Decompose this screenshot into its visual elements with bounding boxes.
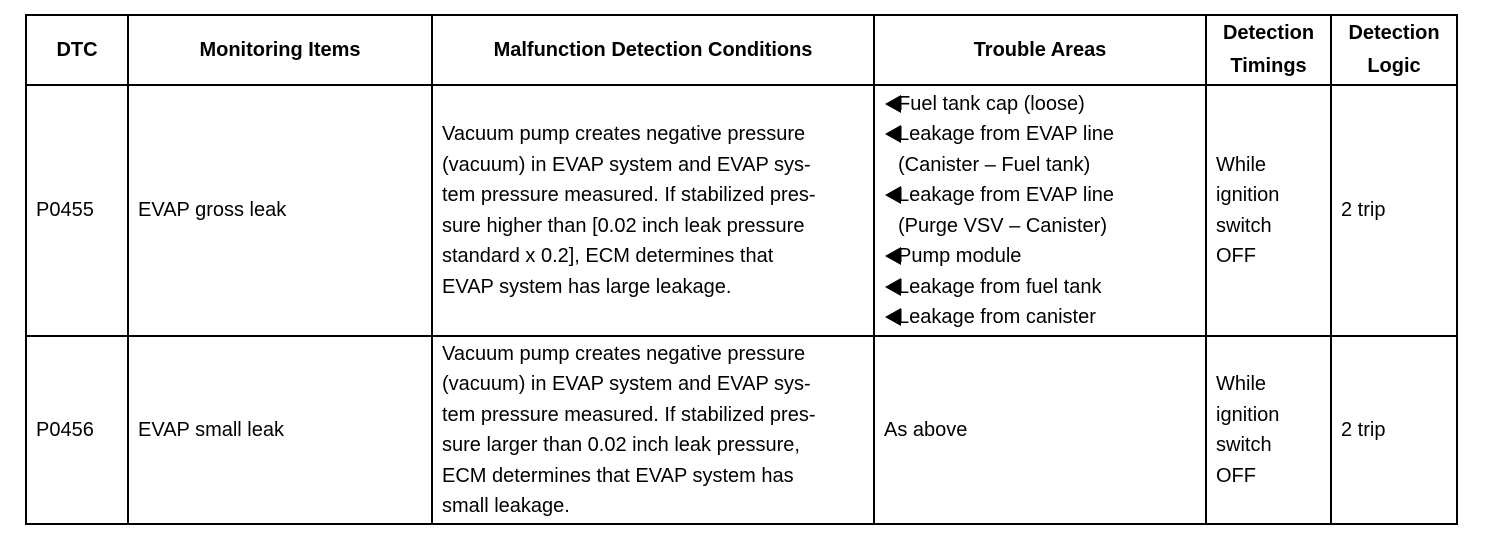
cell-detection-conditions: Vacuum pump creates negative pressure (vacuum) in EVAP system and EVAP sys- tem pressure measured. If stabilized pres- sure larger than 0.02 inch leak pressure, ECM determines that EVAP system has small leakage. — [432, 336, 874, 524]
trouble-area-item: Pump module — [884, 241, 1197, 272]
table-row-p0455 — [26, 85, 1457, 336]
header-dtc: DTC — [26, 15, 128, 85]
cell-monitoring-item: EVAP gross leak — [128, 85, 432, 336]
trouble-area-item: Leakage from fuel tank — [884, 272, 1197, 303]
cell-detection-logic: 2 trip — [1331, 336, 1457, 524]
cell-dtc: P0455 — [26, 85, 128, 336]
dtc-table — [25, 14, 1458, 525]
trouble-area-list — [884, 89, 1197, 333]
cell-dtc: P0456 — [26, 336, 128, 524]
cell-detection-timings: While ignition switch OFF — [1206, 336, 1331, 524]
cell-trouble-areas — [874, 85, 1206, 336]
trouble-area-continuation: (Canister – Fuel tank) — [898, 153, 1091, 176]
cell-detection-timings: While ignition switch OFF — [1206, 85, 1331, 336]
trouble-area-continuation: (Purge VSV – Canister) — [898, 214, 1107, 237]
header-detection-conditions: Malfunction Detection Conditions — [432, 15, 874, 85]
header-trouble-areas: Trouble Areas — [874, 15, 1206, 85]
cell-detection-logic: 2 trip — [1331, 85, 1457, 336]
trouble-area-item: Leakage from canister — [884, 302, 1197, 333]
cell-detection-conditions: Vacuum pump creates negative pressure (vacuum) in EVAP system and EVAP sys- tem pressure measured. If stabilized pres- sure higher than [0.02 inch leak pressure standard x 0.2], ECM determines that EVAP system has large leakage. — [432, 85, 874, 336]
cell-trouble-areas: As above — [874, 336, 1206, 524]
trouble-area-item: Fuel tank cap (loose) — [884, 89, 1197, 120]
header-monitoring-items: Monitoring Items — [128, 15, 432, 85]
table-row-p0456 — [26, 336, 1457, 524]
cell-monitoring-item: EVAP small leak — [128, 336, 432, 524]
header-detection-timings: Detection Timings — [1206, 15, 1331, 85]
header-detection-logic: Detection Logic — [1331, 15, 1457, 85]
header-row — [26, 15, 1457, 85]
trouble-area-item: Leakage from EVAP line — [884, 119, 1197, 150]
trouble-area-item: Leakage from EVAP line — [884, 180, 1197, 211]
